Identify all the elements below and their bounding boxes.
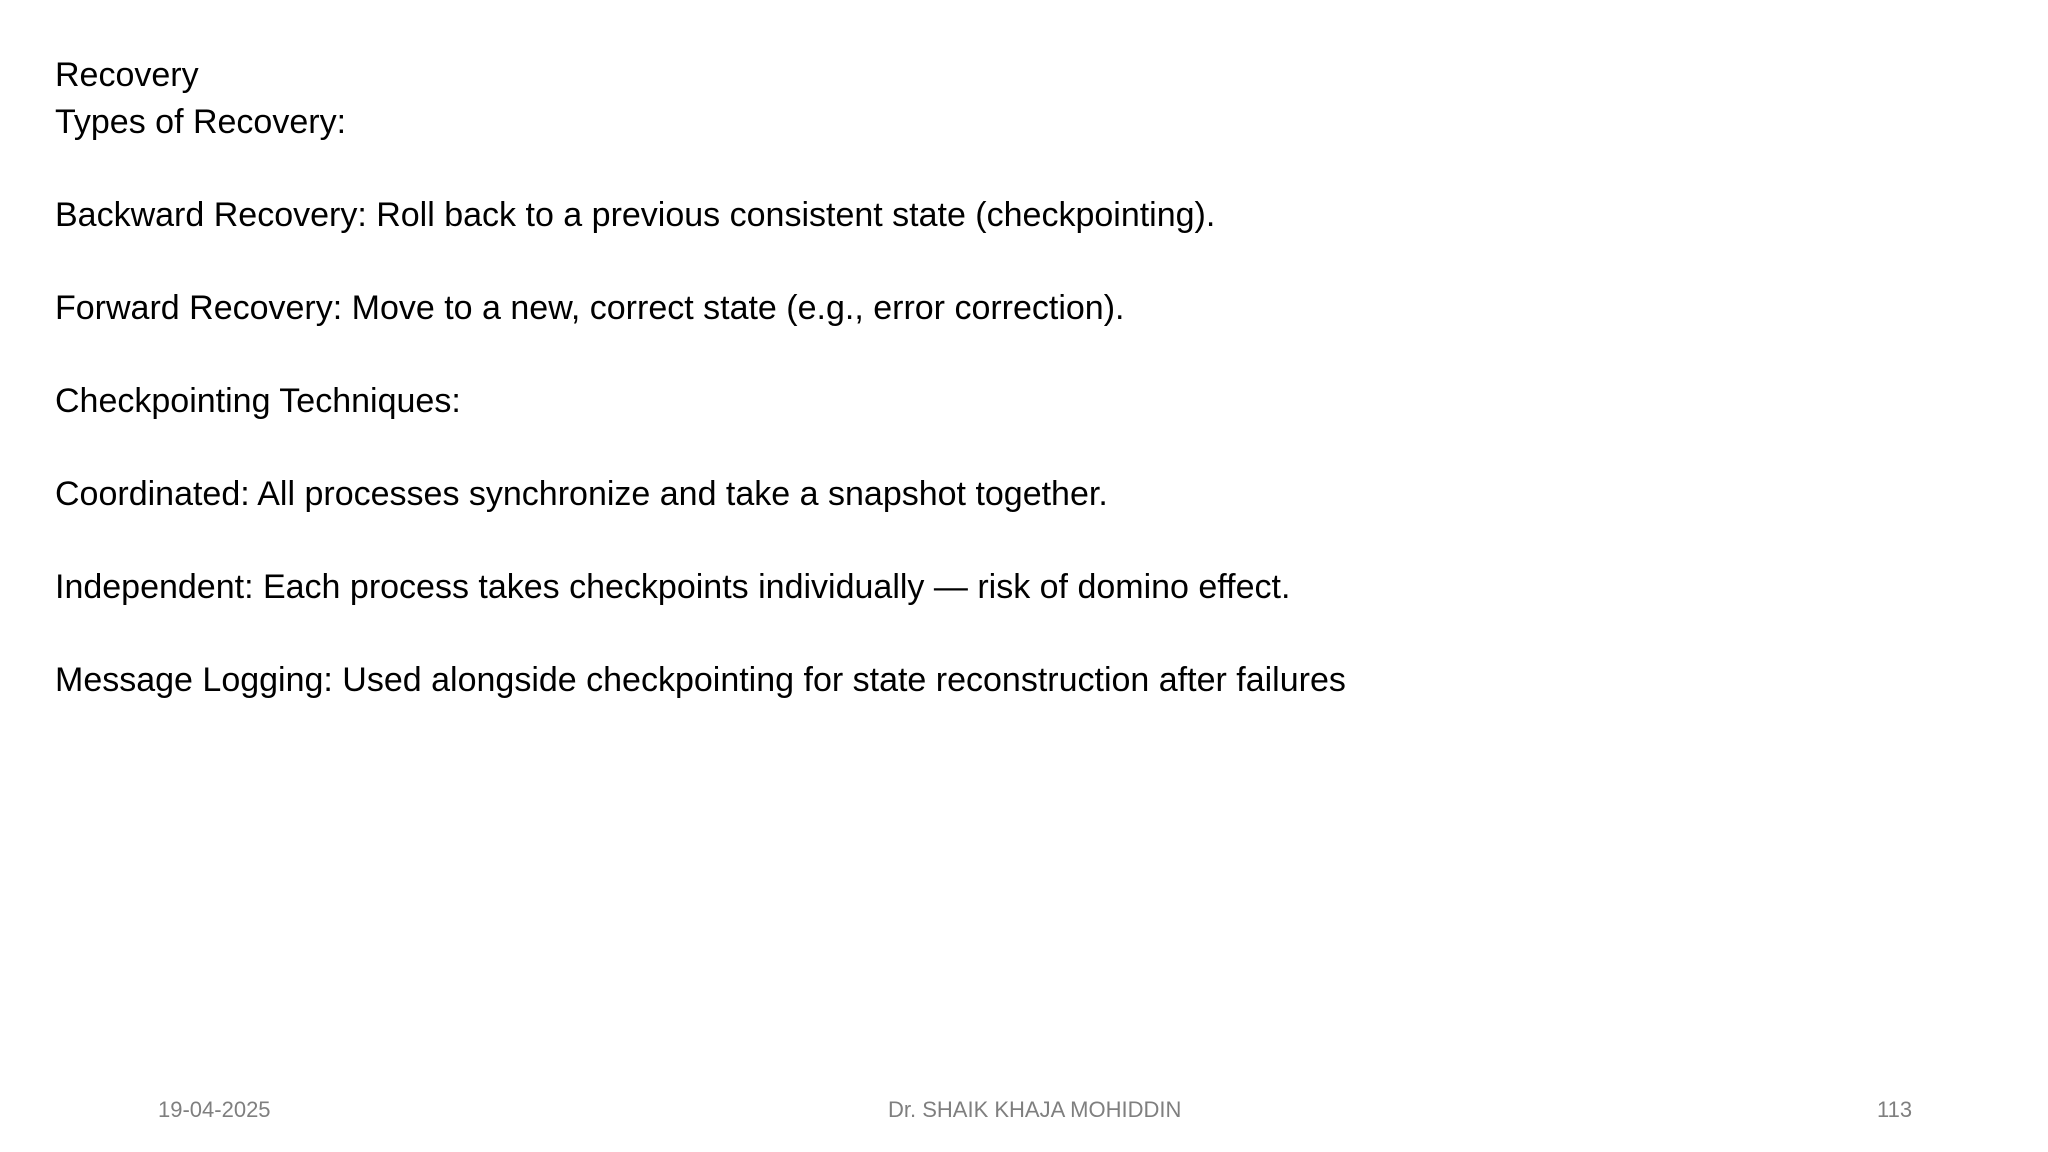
blank-line <box>55 517 1955 564</box>
footer-page-number: 113 <box>1877 1097 1913 1122</box>
slide-title: Recovery <box>55 56 199 94</box>
text-forward-recovery: Forward Recovery: Move to a new, correct state (e.g., error correction). <box>55 288 1125 327</box>
footer-author: Dr. SHAIK KHAJA MOHIDDIN <box>888 1097 1182 1122</box>
blank-line <box>55 331 1955 378</box>
blank-line <box>55 145 1955 192</box>
text-message-logging: Message Logging: Used alongside checkpointing for state reconstruction after failures <box>55 660 1346 699</box>
text-backward-recovery: Backward Recovery: Roll back to a previous consistent state (checkpointing). <box>55 195 1216 234</box>
section-heading-types: Types of Recovery: <box>55 102 347 141</box>
section-heading-checkpointing: Checkpointing Techniques: <box>55 381 461 420</box>
text-coordinated: Coordinated: All processes synchronize and take a snapshot together. <box>55 474 1108 513</box>
blank-line <box>55 424 1955 471</box>
footer-date: 19-04-2025 <box>158 1097 271 1122</box>
blank-line <box>55 610 1955 657</box>
slide-body <box>55 52 1955 703</box>
text-independent: Independent: Each process takes checkpoints individually — risk of domino effect. <box>55 567 1291 606</box>
blank-line <box>55 238 1955 285</box>
